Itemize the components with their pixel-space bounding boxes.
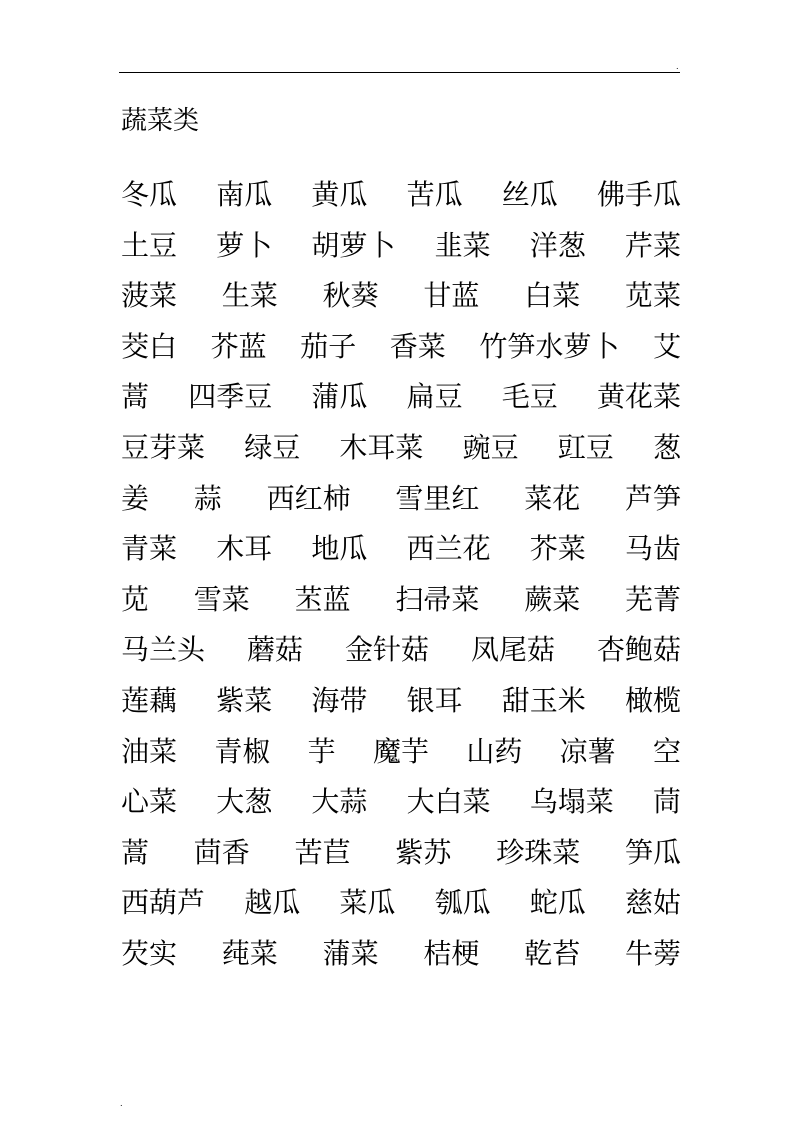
- vegetable-name: 黄花菜: [596, 380, 681, 414]
- text-line: [121, 732, 681, 783]
- vegetable-name: 蒿: [121, 835, 150, 869]
- vegetable-name: 秋葵: [322, 279, 379, 313]
- vegetable-name: 西葫芦: [121, 886, 206, 920]
- vegetable-name: 黄瓜: [311, 178, 368, 211]
- corner-mark-bottom-left: .: [120, 1099, 123, 1108]
- vegetable-name: 莲藕: [121, 683, 178, 717]
- vegetable-name: 四季豆: [188, 380, 273, 414]
- text-line: [121, 327, 681, 378]
- vegetable-name: 蛇瓜: [529, 886, 586, 920]
- text-line: [121, 883, 681, 934]
- vegetable-name: 银耳: [406, 683, 463, 717]
- text-line: [121, 580, 681, 631]
- text-line: [121, 428, 681, 479]
- vegetable-name: 冬瓜: [121, 178, 178, 211]
- vegetable-name: 紫菜: [216, 683, 273, 717]
- vegetable-name: 葱: [652, 430, 681, 464]
- vegetable-name: 马齿: [624, 532, 681, 566]
- header-rule: [119, 72, 680, 73]
- text-line: [121, 934, 681, 985]
- vegetable-name: 橄榄: [624, 683, 681, 717]
- vegetable-name: 茭白: [121, 329, 178, 363]
- vegetable-name: 豇豆: [557, 430, 614, 464]
- vegetable-name: 甘蓝: [423, 279, 480, 313]
- vegetable-name: 毛豆: [501, 380, 558, 414]
- text-line: [121, 833, 681, 884]
- vegetable-name: 蒲菜: [322, 936, 379, 970]
- vegetable-name: 杏鲍菇: [596, 633, 681, 667]
- vegetable-name: 青菜: [121, 532, 178, 566]
- vegetable-name: 白菜: [524, 279, 581, 313]
- vegetable-name: 姜: [121, 481, 150, 515]
- vegetable-name: 芦笋: [624, 481, 681, 515]
- vegetable-name: 蘑菇: [246, 633, 303, 667]
- vegetable-name: 苤蓝: [294, 582, 351, 616]
- vegetable-name: 金针菇: [344, 633, 429, 667]
- vegetable-name: 扁豆: [406, 380, 463, 414]
- text-line: [121, 479, 681, 530]
- vegetable-name: 空: [652, 734, 681, 768]
- vegetable-name: 山药: [466, 734, 523, 768]
- vegetable-name: 马兰头: [121, 633, 206, 667]
- vegetable-name: 胡萝卜: [311, 228, 396, 262]
- vegetable-name: 蒿: [121, 380, 150, 414]
- vegetable-name: 芥蓝: [210, 329, 267, 363]
- vegetable-name: 大葱: [216, 785, 273, 819]
- vegetable-name: 甜玉米: [501, 683, 586, 717]
- text-line: [121, 175, 681, 226]
- vegetable-name: 丝瓜: [501, 178, 558, 211]
- vegetable-name: 韭菜: [434, 228, 491, 262]
- vegetable-name: 珍珠菜: [496, 835, 581, 869]
- vegetable-name: 豆芽菜: [121, 430, 206, 464]
- vegetable-name: 雪菜: [193, 582, 250, 616]
- text-line: [121, 276, 681, 327]
- vegetable-name: 心菜: [121, 785, 178, 819]
- vegetable-name: 芥菜: [529, 532, 586, 566]
- vegetable-name: 紫苏: [395, 835, 452, 869]
- vegetable-name: 佛手瓜: [596, 178, 681, 211]
- vegetable-name: 乾苔: [524, 936, 581, 970]
- corner-mark-top-right: .: [676, 62, 679, 71]
- text-line: [121, 630, 681, 681]
- vegetable-name: 苦瓜: [406, 178, 463, 211]
- vegetable-name: 菜瓜: [339, 886, 396, 920]
- vegetable-name: 绿豆: [244, 430, 301, 464]
- vegetable-name: 茄子: [300, 329, 357, 363]
- vegetable-name: 蒲瓜: [311, 380, 368, 414]
- text-line: [121, 377, 681, 428]
- vegetable-name: 萝卜: [216, 228, 273, 262]
- vegetable-name: 芋: [307, 734, 336, 768]
- vegetable-name: 笋瓜: [624, 835, 681, 869]
- vegetable-name: 牛蒡: [624, 936, 681, 970]
- text-line: [121, 226, 681, 277]
- vegetable-name: 苦苣: [294, 835, 351, 869]
- vegetable-name: 蕨菜: [524, 582, 581, 616]
- vegetable-name: 越瓜: [244, 886, 301, 920]
- vegetable-name: 海带: [311, 683, 368, 717]
- vegetable-name: 魔芋: [372, 734, 429, 768]
- text-line: [121, 529, 681, 580]
- vegetable-name: 雪里红: [395, 481, 480, 515]
- vegetable-name: 瓠瓜: [434, 886, 491, 920]
- vegetable-name: 菠菜: [121, 279, 178, 313]
- vegetable-name: 青椒: [214, 734, 271, 768]
- vegetable-name: 苋: [121, 582, 150, 616]
- vegetable-name: 茴香: [193, 835, 250, 869]
- vegetable-name: 油菜: [121, 734, 178, 768]
- vegetable-name: 桔梗: [423, 936, 480, 970]
- vegetable-name: 大蒜: [311, 785, 368, 819]
- vegetable-name: 香菜: [389, 329, 446, 363]
- vegetable-name: 凤尾菇: [470, 633, 555, 667]
- vegetable-name: 洋葱: [529, 228, 586, 262]
- vegetable-name: 西兰花: [406, 532, 491, 566]
- vegetable-name: 芜菁: [624, 582, 681, 616]
- section-title: 蔬菜类: [121, 106, 200, 136]
- vegetable-name: 艾: [652, 329, 681, 363]
- vegetable-name: 生菜: [221, 279, 278, 313]
- vegetable-name: 芹菜: [624, 228, 681, 262]
- vegetable-name: 土豆: [121, 228, 178, 262]
- vegetable-name: 豌豆: [462, 430, 519, 464]
- vegetable-name: 苋菜: [624, 279, 681, 313]
- vegetable-name: 南瓜: [216, 178, 273, 211]
- vegetable-name: 芡实: [121, 936, 178, 970]
- vegetable-name: 乌塌菜: [529, 785, 614, 819]
- vegetable-name: 莼菜: [221, 936, 278, 970]
- vegetable-name: 竹笋水萝卜: [479, 329, 620, 363]
- vegetable-name: 凉薯: [559, 734, 616, 768]
- vegetable-name: 慈姑: [624, 886, 681, 920]
- vegetable-name: 大白菜: [406, 785, 491, 819]
- vegetable-name: 地瓜: [311, 532, 368, 566]
- vegetable-name: 菜花: [524, 481, 581, 515]
- vegetable-name: 茼: [652, 785, 681, 819]
- text-line: [121, 681, 681, 732]
- vegetable-name: 扫帚菜: [395, 582, 480, 616]
- vegetable-name: 蒜: [193, 481, 222, 515]
- vegetable-name: 西红柿: [266, 481, 351, 515]
- vegetable-name: 木耳菜: [339, 430, 424, 464]
- vegetable-list: [121, 175, 681, 985]
- text-line: [121, 782, 681, 833]
- vegetable-name: 木耳: [216, 532, 273, 566]
